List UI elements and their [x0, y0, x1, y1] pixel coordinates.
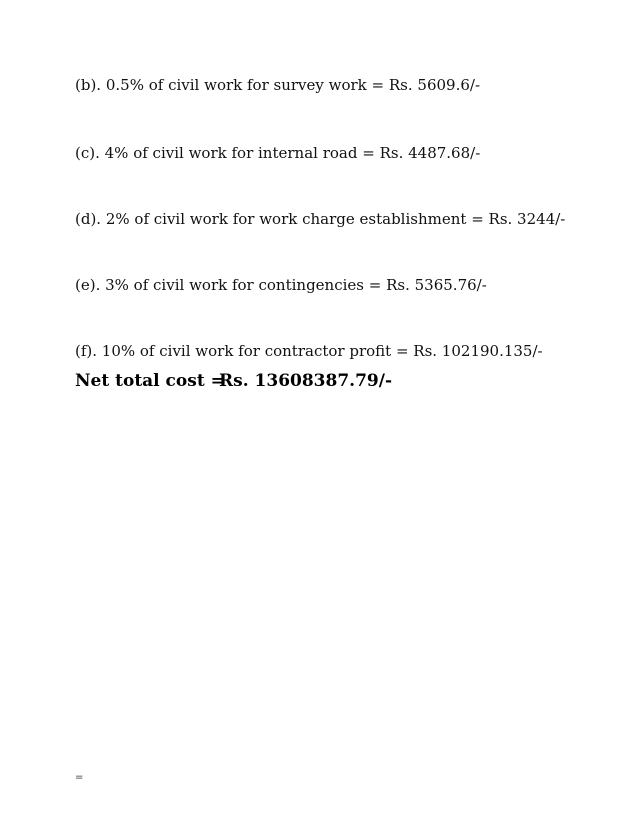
cost-line-amount: Rs. 3244/- [488, 210, 566, 228]
cost-line-amount: Rs. 4487.68/- [379, 144, 481, 162]
cost-line-amount: Rs. 102190.135/- [413, 342, 543, 360]
footer-mark: = [75, 772, 84, 783]
net-total-label: Net total cost = [75, 371, 225, 391]
cost-line-text: (b). 0.5% of civil work for survey work = [75, 76, 389, 94]
net-total-cost [75, 371, 392, 391]
cost-line-text: (e). 3% of civil work for contingencies = [75, 276, 387, 294]
cost-line-contractor-profit [75, 342, 543, 360]
cost-line-survey-work [75, 76, 480, 94]
cost-line-work-charge-establishment [75, 210, 565, 228]
net-total-amount: Rs. 13608387.79/- [219, 371, 393, 391]
cost-line-text: (d). 2% of civil work for work charge establishment = [75, 210, 489, 228]
cost-line-amount: Rs. 5609.6/- [388, 76, 481, 94]
cost-line-text: (f). 10% of civil work for contractor profit = [75, 342, 414, 360]
cost-line-internal-road [75, 144, 480, 162]
cost-line-text: (c). 4% of civil work for internal road = [75, 144, 380, 162]
cost-line-amount: Rs. 5365.76/- [386, 276, 487, 294]
cost-line-contingencies [75, 276, 487, 294]
